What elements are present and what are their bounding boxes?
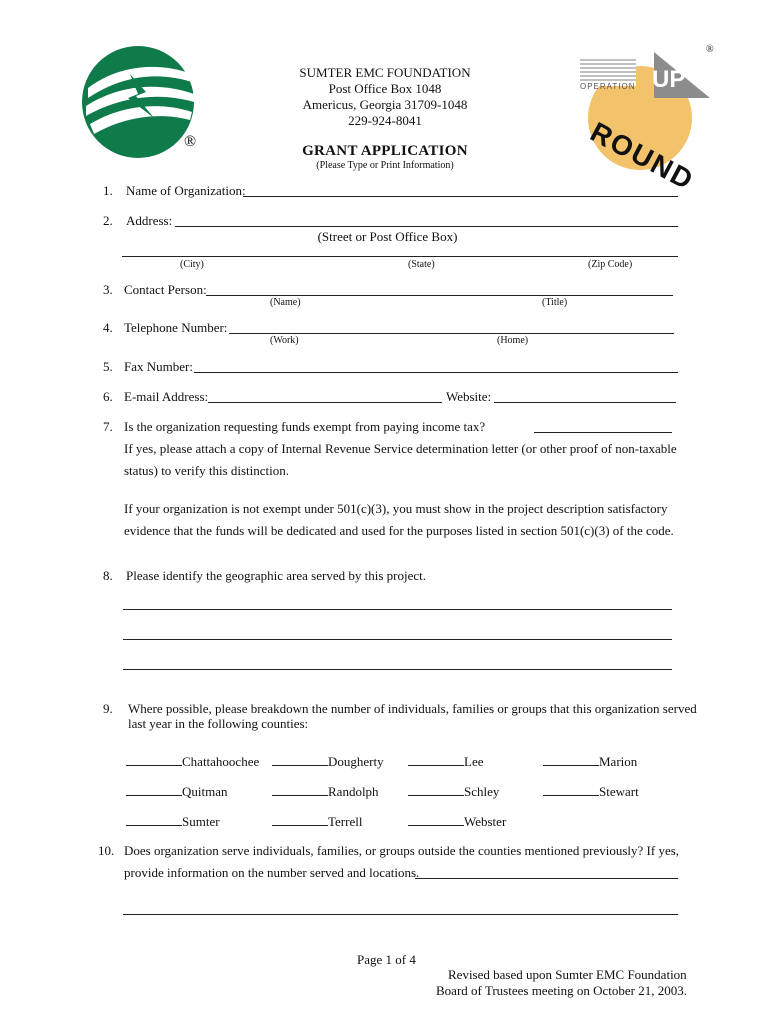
- zip-caption: (Zip Code): [588, 259, 633, 270]
- q7-question: Is the organization requesting funds exempt from paying income tax?: [124, 419, 486, 434]
- county-chattahoochee[interactable]: Chattahoochee: [126, 753, 259, 770]
- page-subtitle: (Please Type or Print Information): [316, 160, 454, 171]
- q9-number: 9.: [103, 701, 113, 716]
- title-caption: (Title): [542, 297, 568, 308]
- street-address-field[interactable]: [175, 226, 678, 227]
- q9-line1: Where possible, please breakdown the number of individuals, families or groups that this organization served: [128, 701, 697, 716]
- city-state-zip-field[interactable]: [122, 256, 678, 257]
- fax-field[interactable]: [194, 372, 678, 373]
- operation-text: OPERATION: [580, 82, 636, 91]
- sumter-emc-logo: [80, 44, 200, 164]
- geographic-area-line-2[interactable]: [123, 639, 672, 640]
- street-caption: (Street or Post Office Box): [317, 229, 458, 244]
- county-lee[interactable]: Lee: [408, 753, 483, 770]
- email-field[interactable]: [208, 402, 442, 403]
- website-label: Website:: [446, 389, 492, 404]
- q7-line3: If your organization is not exempt under 501(c)(3), you must show in the project description satisfactory: [124, 501, 668, 516]
- county-schley[interactable]: Schley: [408, 783, 499, 800]
- county-stewart[interactable]: Stewart: [543, 783, 639, 800]
- q6-label: E-mail Address:: [124, 389, 209, 404]
- q6-number: 6.: [103, 389, 113, 404]
- q8-number: 8.: [103, 568, 113, 583]
- q7-line4: evidence that the funds will be dedicated and used for the purposes listed in section 501(c)(3) of the code.: [124, 523, 674, 538]
- page-title: GRANT APPLICATION: [302, 143, 468, 159]
- foundation-phone: 229-924-8041: [348, 113, 422, 128]
- q3-label: Contact Person:: [124, 282, 207, 297]
- registered-mark-right: ®: [706, 44, 714, 55]
- foundation-po-box: Post Office Box 1048: [328, 81, 442, 96]
- q2-label: Address:: [126, 213, 173, 228]
- foundation-name: SUMTER EMC FOUNDATION: [299, 65, 471, 80]
- q4-label: Telephone Number:: [124, 320, 228, 335]
- name-caption: (Name): [270, 297, 301, 308]
- organization-name-field[interactable]: [243, 196, 678, 197]
- q1-label: Name of Organization:: [126, 183, 246, 198]
- telephone-field[interactable]: [229, 333, 674, 334]
- q3-number: 3.: [103, 282, 113, 297]
- county-webster[interactable]: Webster: [408, 813, 506, 830]
- geographic-area-line-3[interactable]: [123, 669, 672, 670]
- revised-note-line2: Board of Trustees meeting on October 21, 2003.: [436, 983, 687, 998]
- page-number: Page 1 of 4: [357, 952, 416, 967]
- outside-counties-field-1[interactable]: [415, 878, 678, 879]
- tax-exempt-field[interactable]: [534, 432, 672, 433]
- county-sumter[interactable]: Sumter: [126, 813, 220, 830]
- county-randolph[interactable]: Randolph: [272, 783, 379, 800]
- q7-line2: status) to verify this distinction.: [124, 463, 290, 478]
- county-marion[interactable]: Marion: [543, 753, 637, 770]
- up-text: UP: [652, 66, 686, 93]
- work-caption: (Work): [270, 335, 299, 346]
- county-quitman[interactable]: Quitman: [126, 783, 228, 800]
- home-caption: (Home): [497, 335, 529, 346]
- q4-number: 4.: [103, 320, 113, 335]
- q7-number: 7.: [103, 419, 113, 434]
- website-field[interactable]: [494, 402, 676, 403]
- city-caption: (City): [180, 259, 204, 270]
- q2-number: 2.: [103, 213, 113, 228]
- registered-mark-left: ®: [184, 133, 197, 150]
- q5-label: Fax Number:: [124, 359, 193, 374]
- round-text: ROUND: [585, 116, 700, 197]
- q8-question: Please identify the geographic area served by this project.: [126, 568, 426, 583]
- q1-number: 1.: [103, 183, 113, 198]
- q10-line2: provide information on the number served and locations.: [124, 865, 420, 880]
- contact-person-field[interactable]: [206, 295, 673, 296]
- q10-line1: Does organization serve individuals, families, or groups outside the counties mentioned previously? If yes,: [124, 843, 680, 858]
- geographic-area-line-1[interactable]: [123, 609, 672, 610]
- q9-line2: last year in the following counties:: [128, 716, 309, 731]
- county-terrell[interactable]: Terrell: [272, 813, 362, 830]
- q5-number: 5.: [103, 359, 113, 374]
- foundation-city: Americus, Georgia 31709-1048: [302, 97, 468, 112]
- county-dougherty[interactable]: Dougherty: [272, 753, 384, 770]
- q10-number: 10.: [98, 843, 115, 858]
- revised-note-line1: Revised based upon Sumter EMC Foundation: [448, 967, 687, 982]
- state-caption: (State): [408, 259, 435, 270]
- q7-line1: If yes, please attach a copy of Internal Revenue Service determination letter (or other proof of non-taxable: [124, 441, 677, 456]
- outside-counties-field-2[interactable]: [123, 914, 678, 915]
